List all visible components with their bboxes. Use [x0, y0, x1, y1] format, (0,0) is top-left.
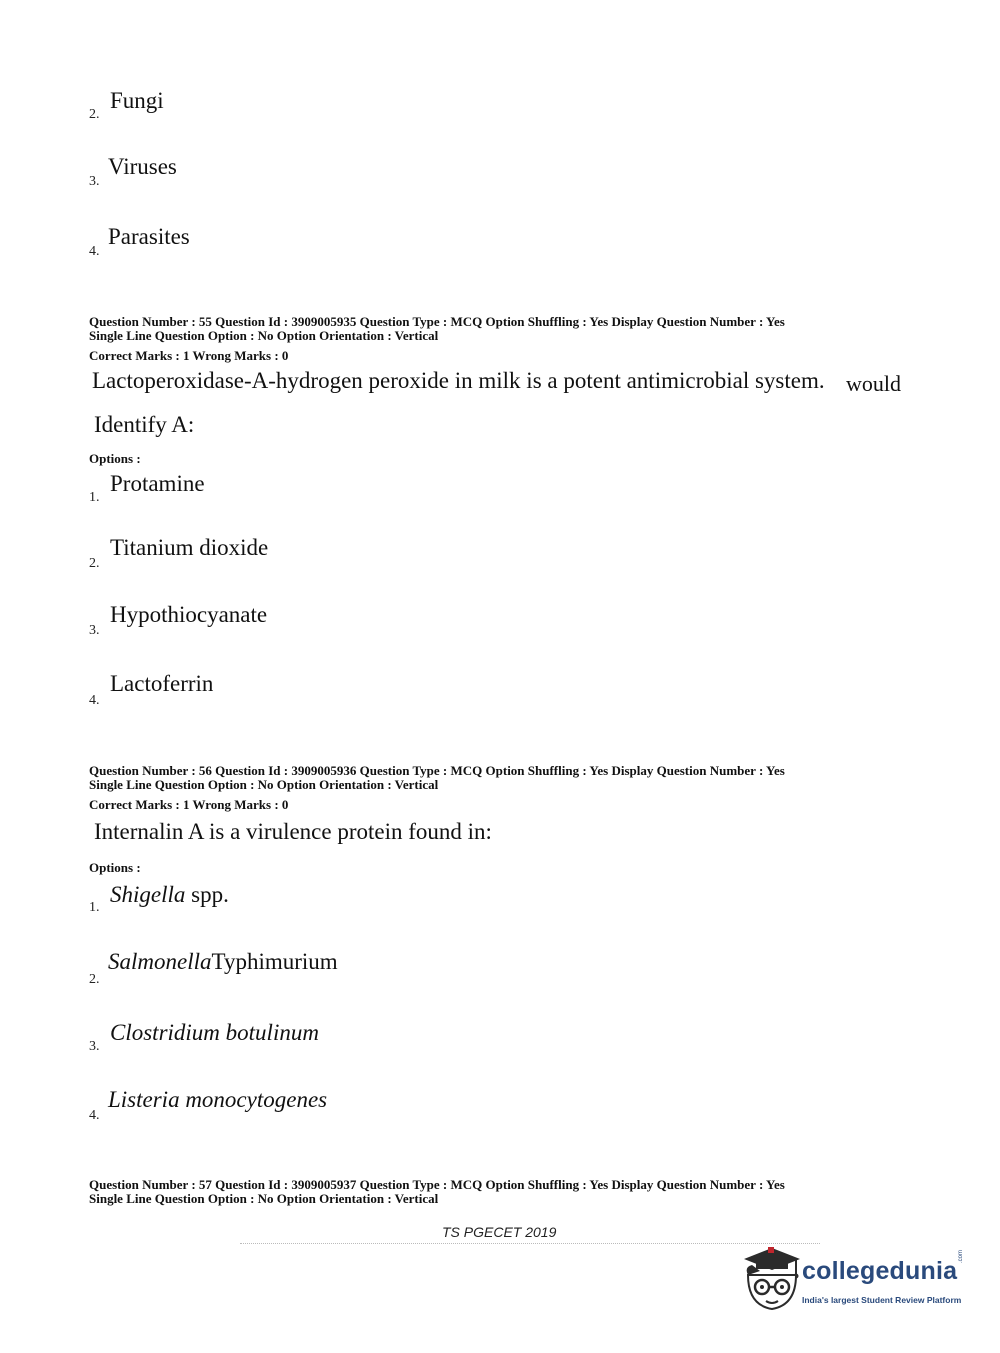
option-text — [110, 1020, 319, 1046]
question-meta: Single Line Question Option : No Option Orientation : Vertical — [89, 1191, 439, 1206]
option-number: 4. — [89, 693, 100, 708]
option-number: 3. — [89, 1039, 100, 1054]
option-text — [108, 949, 338, 975]
option-number: 2. — [89, 972, 100, 987]
divider — [240, 1243, 820, 1244]
question-meta: Question Number : 57 Question Id : 3909005937 Question Type : MCQ Option Shuffling : Yes Display Question Number : Yes — [89, 1177, 785, 1192]
question-text: would — [846, 371, 901, 396]
species-name: Salmonella — [108, 949, 212, 974]
option-number: 1. — [89, 900, 100, 915]
option-suffix: Typhimurium — [211, 949, 338, 974]
option-text — [108, 1087, 327, 1113]
options-label: Options : — [89, 451, 141, 466]
species-name: Listeria monocytogenes — [108, 1087, 328, 1112]
question-meta: Single Line Question Option : No Option Orientation : Vertical — [89, 328, 439, 343]
question-text: Identify A: — [94, 412, 195, 437]
option-number: 3. — [89, 623, 100, 638]
question-text: Internalin A is a virulence protein found in: — [94, 819, 492, 844]
brand-name: collegedunia — [802, 1257, 958, 1285]
exam-footer: TS PGECET 2019 — [442, 1224, 557, 1240]
option-text: Parasites — [108, 224, 190, 249]
species-name: Shigella — [110, 882, 186, 907]
question-meta: Question Number : 55 Question Id : 3909005935 Question Type : MCQ Option Shuffling : Yes Display Question Number : Yes — [89, 314, 785, 329]
option-text — [110, 882, 229, 908]
option-text: Viruses — [108, 154, 177, 179]
options-label: Options : — [89, 860, 141, 875]
collegedunia-logo — [740, 1245, 970, 1320]
option-number: 2. — [89, 107, 100, 122]
brand-suffix: .com — [958, 1249, 964, 1263]
option-number: 2. — [89, 556, 100, 571]
option-number: 4. — [89, 244, 100, 259]
option-text: Protamine — [110, 471, 205, 496]
option-text: Fungi — [110, 88, 164, 113]
question-meta: Question Number : 56 Question Id : 3909005936 Question Type : MCQ Option Shuffling : Yes Display Question Number : Yes — [89, 763, 785, 778]
brand-tagline: India's largest Student Review Platform — [802, 1295, 962, 1305]
mascot-icon — [740, 1245, 802, 1317]
option-number: 4. — [89, 1108, 100, 1123]
option-number: 1. — [89, 490, 100, 505]
option-suffix: spp. — [185, 882, 229, 907]
question-meta: Single Line Question Option : No Option Orientation : Vertical — [89, 777, 439, 792]
question-marks: Correct Marks : 1 Wrong Marks : 0 — [89, 348, 289, 363]
question-marks: Correct Marks : 1 Wrong Marks : 0 — [89, 797, 289, 812]
option-text: Hypothiocyanate — [110, 602, 268, 627]
question-text: Lactoperoxidase-A-hydrogen peroxide in milk is a potent antimicrobial system. — [92, 368, 825, 393]
species-name: Clostridium botulinum — [110, 1020, 319, 1045]
option-text: Lactoferrin — [110, 671, 214, 696]
option-text: Titanium dioxide — [110, 535, 269, 560]
option-number: 3. — [89, 174, 100, 189]
